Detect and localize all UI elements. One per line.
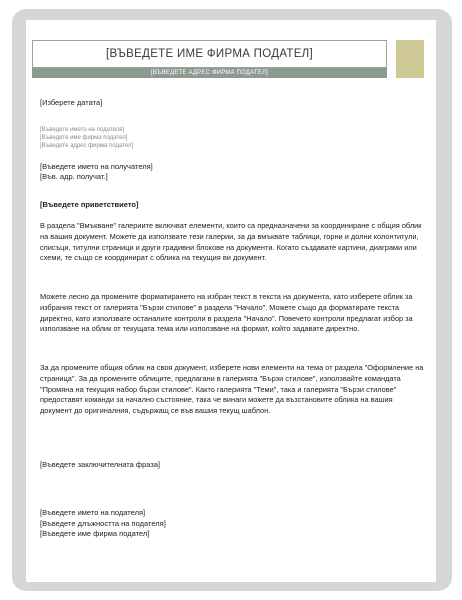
recipient-address-field[interactable]: [Във. адр. получат.] xyxy=(40,172,108,181)
body-paragraph-3[interactable]: За да промените общия облик на своя документ, изберете нови елементи на тема от раздела "Оформление на страница". За да промените облиците, предлагани в галерията "Бързи стилове", използвайте командата "Промяна на текущия набор бързи стилове". Както галерията "Теми", така и галерията "Бързи стилове" предоставят команди за начално състояние, така че винаги можете да възстановите облика на вашия документ до оригиналния, съдържащ се във вашия текущ шаблон. xyxy=(40,363,424,416)
sender-name-field[interactable]: [Въведете името на подателя] xyxy=(40,127,125,133)
closing-field[interactable]: [Въведете заключителната фраза] xyxy=(40,460,161,469)
salutation-field[interactable]: [Въведете приветствието] xyxy=(40,200,139,209)
document-page xyxy=(26,20,436,582)
recipient-name-field[interactable]: [Въведете името на получателя] xyxy=(40,162,153,171)
company-name-field[interactable]: [ВЪВЕДЕТЕ ИМЕ ФИРМА ПОДАТЕЛ] xyxy=(105,48,314,60)
sender-company-field[interactable]: [Въведете име фирма подател] xyxy=(40,135,128,142)
company-name-box[interactable] xyxy=(32,40,387,68)
company-address-bar[interactable] xyxy=(32,68,387,78)
sender-block xyxy=(40,126,133,151)
body-paragraph-1[interactable]: В раздела "Вмъкване" галериите включват елементи, които са предназначени за координиране с общия облик на вашия документ. Можете да използвате тези галерии, за да вмъквате таблици, горни и долни колонтитули, списъци, титулни страници и други градивни блокове на документи. Когато създавате картини, диаграми или схеми, те също се координират с облика на текущия ви документ. xyxy=(40,221,422,263)
accent-block xyxy=(396,40,424,78)
signature-company-field[interactable]: [Въведете име фирма подател] xyxy=(40,529,150,538)
company-address-field[interactable]: [ВЪВЕДЕТЕ АДРЕС ФИРМА ПОДАТЕЛ] xyxy=(151,70,268,76)
signature-block xyxy=(40,508,166,540)
recipient-block xyxy=(40,162,153,182)
date-picker-field[interactable]: [Изберете датата] xyxy=(40,98,103,107)
signature-name-field[interactable]: [Въведете името на подателя] xyxy=(40,508,146,517)
signature-title-field[interactable]: [Въведете длъжността на подателя] xyxy=(40,518,166,528)
body-paragraph-2[interactable]: Можете лесно да промените форматирането на избран текст в текста на документа, като изберете облик за избрания текст от галерията "Бързи стилове" в раздела "Начало". Можете също да форматирате текста директно, като използвате останалите контроли в раздела "Начало". Повечето контроли предлагат избор за използване на облик от текущата тема или използване на формат, който задавате директно. xyxy=(40,292,413,334)
sender-address-field[interactable]: [Въведете адрес фирма подател] xyxy=(40,143,134,150)
